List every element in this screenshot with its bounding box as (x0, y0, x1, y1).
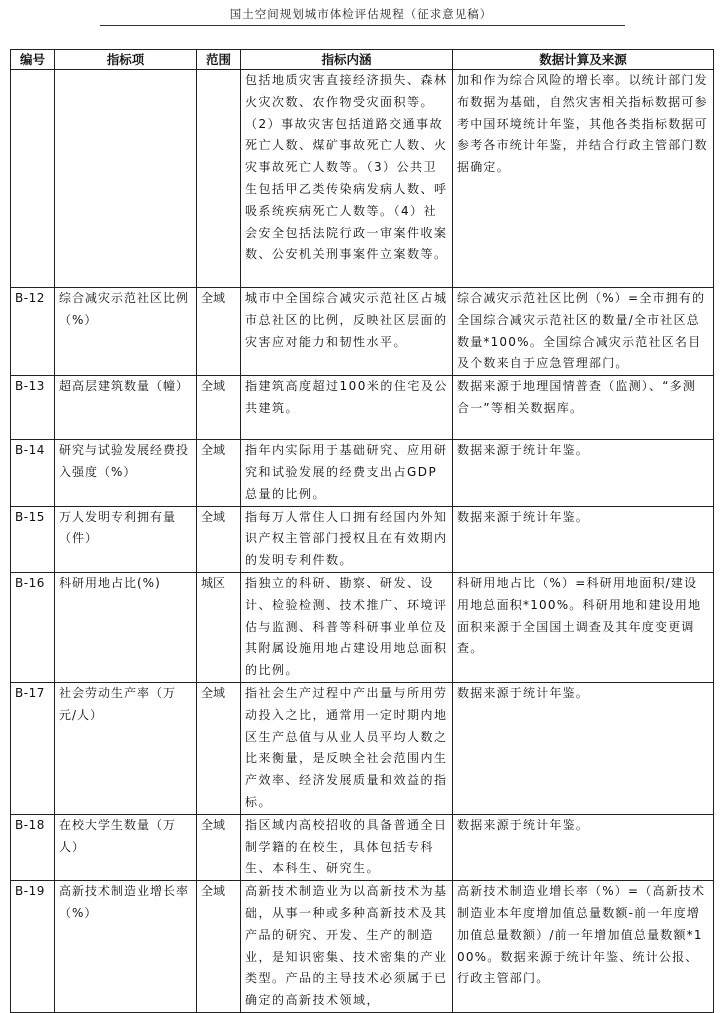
cell-definition: 城市中全国综合减灾示范社区占城市总社区的比例，反映社区层面的灾害应对能力和韧性水平。 (241, 288, 453, 376)
cell-definition: 指独立的科研、勘察、研发、设计、检验检测、技术推广、环境评估与监测、科普等科研事业单位及其附属设施用地占建设用地总面积的比例。 (241, 572, 453, 682)
cell-scope: 城区 (197, 572, 241, 682)
cell-code: B-17 (11, 682, 55, 814)
cell-definition: 指社会生产过程中产出量与所用劳动投入之比，通常用一定时期内地区生产总值与从业人员平均人数之比来衡量，是反映全社会范围内生产效率、经济发展质量和效益的指标。 (241, 682, 453, 814)
cell-definition: 包括地质灾害直接经济损失、森林火灾次数、农作物受灾面积等。（2）事故灾害包括道路交通事故死亡人数、煤矿事故死亡人数、火灾事故死亡人数等。（3）公共卫生包括甲乙类传染病发病人数、呼吸系统疾病死亡人数等。（4）社会安全包括法院行政一审案件收案数、公安机关刑事案件立案数等。 (241, 70, 453, 288)
column-header-calculation: 数据计算及来源 (453, 50, 714, 70)
cell-calculation: 综合减灾示范社区比例（%）=全市拥有的全国综合减灾示范社区的数量/全市社区总数量*100%。全国综合减灾示范社区名目及个数来自于应急管理部门。 (453, 288, 714, 376)
cell-name: 社会劳动生产率（万元/人） (55, 682, 197, 814)
table-row (11, 506, 714, 572)
table-row (11, 814, 714, 880)
cell-calculation: 科研用地占比（%）=科研用地面积/建设用地总面积*100%。科研用地和建设用地面积来源于全国国土调查及其年度变更调查。 (453, 572, 714, 682)
table-row (11, 881, 714, 1013)
cell-definition: 指每万人常住人口拥有经国内外知识产权主管部门授权且在有效期内的发明专利件数。 (241, 506, 453, 572)
cell-calculation: 数据来源于统计年鉴。 (453, 814, 714, 880)
cell-scope: 全域 (197, 440, 241, 506)
cell-code: B-15 (11, 506, 55, 572)
cell-scope: 全域 (197, 376, 241, 440)
column-header-name: 指标项 (55, 50, 197, 70)
table-row (11, 572, 714, 682)
cell-calculation: 高新技术制造业增长率（%）=（高新技术制造业本年度增加值总量数额-前一年度增加值总量数额）/前一年增加值总量数额*100%。数据来源于统计年鉴、统计公报、行政主管部门。 (453, 881, 714, 1013)
cell-definition: 指建筑高度超过100米的住宅及公共建筑。 (241, 376, 453, 440)
table-row (11, 70, 714, 288)
cell-definition: 指年内实际用于基础研究、应用研究和试验发展的经费支出占GDP总量的比例。 (241, 440, 453, 506)
cell-code (11, 70, 55, 288)
cell-code: B-14 (11, 440, 55, 506)
cell-definition: 高新技术制造业为以高新技术为基础，从事一种或多种高新技术及其产品的研究、开发、生产的制造业，是知识密集、技术密集的产业类型。产品的主导技术必须属于已确定的高新技术领域， (241, 881, 453, 1013)
cell-scope: 全域 (197, 881, 241, 1013)
indicator-table (10, 49, 714, 1013)
cell-name: 研究与试验发展经费投入强度（%） (55, 440, 197, 506)
cell-name: 高新技术制造业增长率（%） (55, 881, 197, 1013)
table-row (11, 376, 714, 440)
cell-name: 综合减灾示范社区比例（%） (55, 288, 197, 376)
cell-scope: 全域 (197, 814, 241, 880)
table-row (11, 682, 714, 814)
cell-calculation: 数据来源于地理国情普查（监测）、“多测合一”等相关数据库。 (453, 376, 714, 440)
cell-definition: 指区域内高校招收的具备普通全日制学籍的在校生，具体包括专科生、本科生、研究生。 (241, 814, 453, 880)
cell-code: B-12 (11, 288, 55, 376)
cell-calculation: 数据来源于统计年鉴。 (453, 682, 714, 814)
table-row (11, 440, 714, 506)
cell-name (55, 70, 197, 288)
cell-name: 超高层建筑数量（幢） (55, 376, 197, 440)
table-header-row (11, 50, 714, 70)
column-header-code: 编号 (11, 50, 55, 70)
cell-calculation: 加和作为综合风险的增长率。以统计部门发布数据为基础，自然灾害相关指标数据可参考中国环境统计年鉴，其他各类指标数据可参考各市统计年鉴，并结合行政主管部门数据确定。 (453, 70, 714, 288)
column-header-definition: 指标内涵 (241, 50, 453, 70)
page-header: 国土空间规划城市体检评估规程（征求意见稿） (229, 7, 493, 21)
cell-code: B-16 (11, 572, 55, 682)
cell-calculation: 数据来源于统计年鉴。 (453, 440, 714, 506)
table-row (11, 288, 714, 376)
cell-calculation: 数据来源于统计年鉴。 (453, 506, 714, 572)
column-header-scope: 范围 (197, 50, 241, 70)
cell-scope: 全域 (197, 288, 241, 376)
cell-code: B-13 (11, 376, 55, 440)
cell-scope (197, 70, 241, 288)
cell-name: 在校大学生数量（万人） (55, 814, 197, 880)
cell-scope: 全域 (197, 682, 241, 814)
cell-name: 万人发明专利拥有量（件） (55, 506, 197, 572)
cell-scope: 全域 (197, 506, 241, 572)
cell-name: 科研用地占比(%) (55, 572, 197, 682)
header-divider (100, 25, 625, 26)
cell-code: B-18 (11, 814, 55, 880)
cell-code: B-19 (11, 881, 55, 1013)
